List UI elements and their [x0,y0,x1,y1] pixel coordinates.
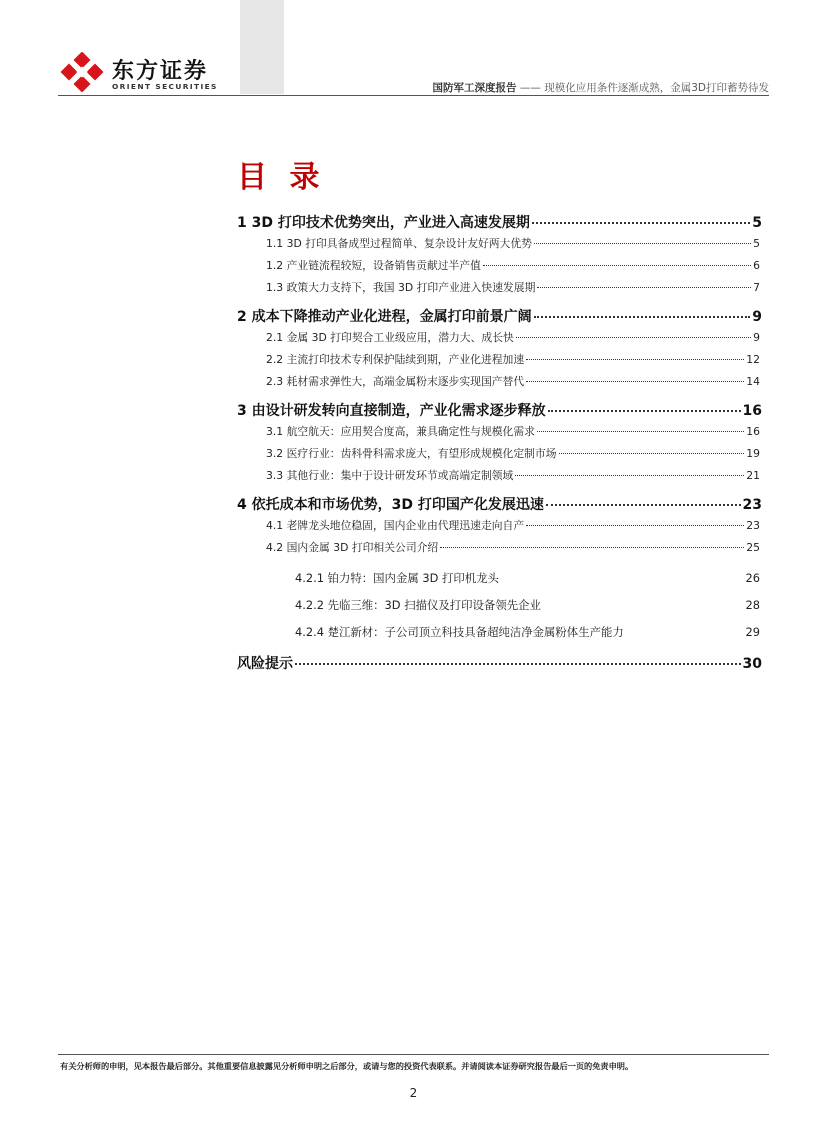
toc-entry-1-1[interactable] [266,236,760,251]
toc-entry-section-2[interactable] [237,306,762,326]
toc-entry-text: 4.1 老牌龙头地位稳固，国内企业由代理迅速走向自产 [266,519,525,532]
toc-entry-text: 2.2 主流打印技术专利保护陆续到期，产业化进程加速 [266,353,525,366]
toc-leader-dots [532,222,750,224]
toc-entry-4-2-1[interactable] [295,570,760,586]
toc-entry-page: 23 [742,497,762,513]
toc-title: 目 录 [237,160,326,195]
toc-entry-page: 6 [753,259,760,272]
toc-entry-text: 3.1 航空航天：应用契合度高，兼具确定性与规模化需求 [266,425,535,438]
toc-entry-page: 5 [752,215,762,231]
toc-leader-dots [483,265,751,266]
toc-entry-risk-warning[interactable] [237,653,762,673]
toc-entry-4-1[interactable] [266,518,760,533]
toc-entry-text: 1.3 政策大力支持下，我国 3D 打印产业进入快速发展期 [266,281,536,294]
report-title: 现模化应用条件逐渐成熟，金属3D打印蓄势待发 [544,82,769,94]
logo-english-text: ORIENT SECURITIES [112,82,218,91]
logo-chinese-text: 东方证券 [112,59,209,84]
toc-entry-page: 28 [745,598,760,612]
toc-entry-section-3[interactable] [237,400,762,420]
toc-entry-text: 4.2 国内金属 3D 打印相关公司介绍 [266,541,439,554]
toc-entry-page: 16 [742,403,762,419]
toc-entry-text: 1.1 3D 打印具备成型过程简单、复杂设计友好两大优势 [266,237,532,250]
toc-entry-text: 3 由设计研发转向直接制造，产业化需求逐步释放 [237,403,546,419]
toc-entry-section-4[interactable] [237,494,762,514]
toc-entry-2-2[interactable] [266,352,760,367]
header-separator: —— [519,82,541,94]
toc-entry-page: 14 [746,375,760,388]
report-tag: 国防军工深度报告 [432,82,517,94]
toc-entry-3-2[interactable] [266,446,760,461]
toc-entry-page: 16 [746,425,760,438]
toc-entry-text: 3.2 医疗行业：齿科骨科需求庞大，有望形成规模化定制市场 [266,447,557,460]
toc-leader-dots [295,663,741,665]
toc-entry-text: 4 依托成本和市场优势，3D 打印国产化发展迅速 [237,497,544,513]
header-divider [58,95,769,96]
toc-leader-dots [537,431,744,432]
toc-entry-text: 1 3D 打印技术优势突出，产业进入高速发展期 [237,215,530,231]
toc-entry-text: 4.2.4 楚江新材：子公司顶立科技具备超纯洁净金属粉体生产能力 [295,625,624,639]
page-number: 2 [409,1086,418,1100]
toc-leader-dots [534,243,751,244]
toc-entry-3-3[interactable] [266,468,760,483]
footer-divider [58,1054,769,1055]
toc-leader-dots [526,359,744,360]
toc-entry-page: 19 [746,447,760,460]
toc-leader-dots [537,287,751,288]
toc-leader-dots [515,475,744,476]
toc-entry-text: 风险提示 [237,656,293,672]
toc-leader-dots [526,525,744,526]
toc-entry-text: 1.2 产业链流程较短，设备销售贡献过半产值 [266,259,481,272]
toc-entry-page: 7 [753,281,760,294]
footer-disclaimer: 有关分析师的申明，见本报告最后部分。其他重要信息披露见分析师申明之后部分，或请与您的投资代表联系。并请阅读本证券研究报告最后一页的免责申明。 [60,1061,634,1071]
company-logo [60,52,230,94]
toc-entry-page: 29 [745,625,760,639]
toc-entry-text: 2.1 金属 3D 打印契合工业级应用，潜力大、成长快 [266,331,514,344]
toc-entry-page: 26 [745,571,760,585]
toc-leader-dots [526,381,744,382]
toc-entry-2-3[interactable] [266,374,760,389]
toc-entry-1-3[interactable] [266,280,760,295]
toc-entry-text: 4.2.1 铂力特：国内金属 3D 打印机龙头 [295,571,499,585]
toc-entry-4-2[interactable] [266,540,760,555]
toc-entry-4-2-2[interactable] [295,597,760,613]
toc-entry-page: 21 [746,469,760,482]
toc-entry-page: 5 [753,237,760,250]
toc-leader-dots [559,453,745,454]
toc-entry-page: 25 [746,541,760,554]
toc-leader-dots [534,316,751,318]
toc-entry-page: 12 [746,353,760,366]
toc-leader-dots [516,337,751,338]
toc-entry-2-1[interactable] [266,330,760,345]
toc-leader-dots [440,547,744,548]
toc-entry-page: 30 [742,656,762,672]
toc-entry-text: 4.2.2 先临三维：3D 扫描仪及打印设备领先企业 [295,598,541,612]
report-header [433,80,769,95]
toc-entry-text: 2 成本下降推动产业化进程，金属打印前景广阔 [237,309,532,325]
toc-leader-dots [546,504,741,506]
toc-entry-text: 2.3 耗材需求弹性大，高端金属粉末逐步实现国产替代 [266,375,525,388]
toc-entry-3-1[interactable] [266,424,760,439]
orient-logo-icon [60,52,104,92]
toc-leader-dots [548,410,741,412]
header-decor-band [240,0,284,94]
toc-entry-page: 9 [752,309,762,325]
toc-entry-section-1[interactable] [237,212,762,232]
toc-entry-1-2[interactable] [266,258,760,273]
toc-entry-page: 9 [753,331,760,344]
toc-entry-4-2-4[interactable] [295,624,760,640]
toc-entry-page: 23 [746,519,760,532]
toc-entry-text: 3.3 其他行业：集中于设计研发环节或高端定制领域 [266,469,514,482]
